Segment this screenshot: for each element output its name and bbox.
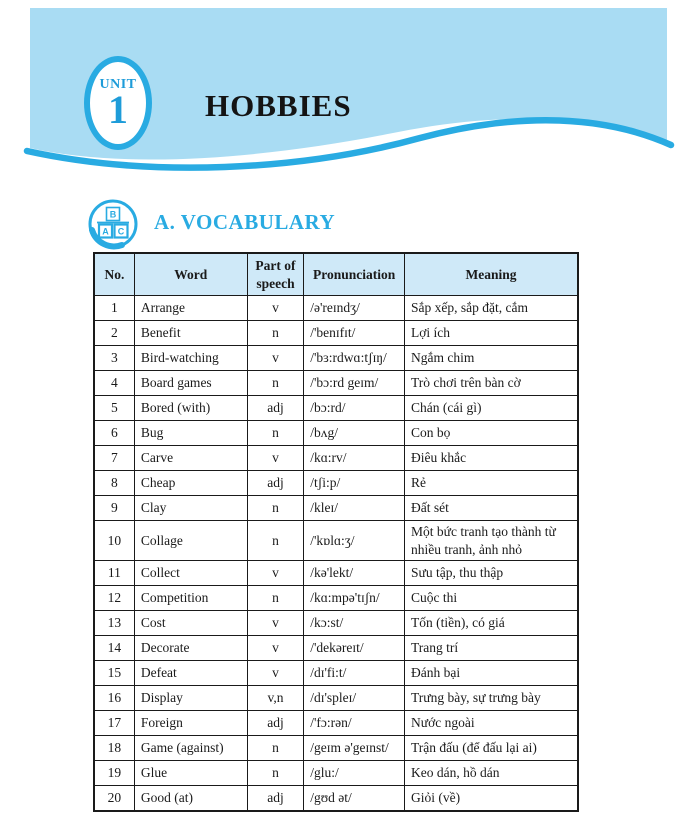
cell-no: 12 [94, 586, 134, 611]
table-row [94, 786, 578, 812]
cell-word: Board games [134, 371, 247, 396]
vocab-table-body [94, 296, 578, 812]
cell-pronunciation: /kə'lekt/ [304, 561, 405, 586]
cell-pos: adj [247, 471, 303, 496]
table-header-row [94, 253, 578, 296]
cell-pronunciation: /tʃi:p/ [304, 471, 405, 496]
table-row [94, 661, 578, 686]
cell-pos: n [247, 586, 303, 611]
cell-pos: n [247, 421, 303, 446]
cell-no: 1 [94, 296, 134, 321]
cell-no: 8 [94, 471, 134, 496]
table-row [94, 521, 578, 561]
cell-no: 13 [94, 611, 134, 636]
cell-no: 17 [94, 711, 134, 736]
block-letter-b: B [109, 209, 117, 220]
cell-meaning: Trận đấu (để đấu lại ai) [405, 736, 578, 761]
cell-meaning: Cuộc thi [405, 586, 578, 611]
cell-pos: n [247, 496, 303, 521]
cell-meaning: Tốn (tiền), có giá [405, 611, 578, 636]
cell-pos: n [247, 761, 303, 786]
cell-no: 20 [94, 786, 134, 812]
vocabulary-table [93, 252, 579, 812]
column-header-pronunciation: Pronunciation [304, 253, 405, 296]
cell-word: Bug [134, 421, 247, 446]
cell-pos: adj [247, 396, 303, 421]
cell-pos: v [247, 446, 303, 471]
cell-pos: v [247, 296, 303, 321]
table-row [94, 471, 578, 496]
cell-pos: n [247, 371, 303, 396]
page-title: HOBBIES [205, 88, 352, 123]
cell-word: Decorate [134, 636, 247, 661]
cell-word: Bird-watching [134, 346, 247, 371]
cell-no: 2 [94, 321, 134, 346]
cell-meaning: Trưng bày, sự trưng bày [405, 686, 578, 711]
cell-meaning: Sưu tập, thu thập [405, 561, 578, 586]
cell-pronunciation: /kɔ:st/ [304, 611, 405, 636]
table-row [94, 396, 578, 421]
cell-pronunciation: /glu:/ [304, 761, 405, 786]
cell-no: 15 [94, 661, 134, 686]
cell-word: Display [134, 686, 247, 711]
cell-pos: v [247, 636, 303, 661]
cell-no: 6 [94, 421, 134, 446]
cell-meaning: Trò chơi trên bàn cờ [405, 371, 578, 396]
cell-pronunciation: /gʊd ət/ [304, 786, 405, 812]
cell-pronunciation: /geɪm ə'geɪnst/ [304, 736, 405, 761]
table-row [94, 686, 578, 711]
cell-word: Benefit [134, 321, 247, 346]
section-title: A. VOCABULARY [154, 209, 336, 234]
cell-no: 5 [94, 396, 134, 421]
cell-meaning: Trang trí [405, 636, 578, 661]
table-row [94, 446, 578, 471]
table-row [94, 636, 578, 661]
table-row [94, 586, 578, 611]
table-row [94, 296, 578, 321]
cell-word: Collect [134, 561, 247, 586]
cell-word: Cost [134, 611, 247, 636]
cell-meaning: Keo dán, hồ dán [405, 761, 578, 786]
cell-pronunciation: /'fɔ:rən/ [304, 711, 405, 736]
cell-word: Cheap [134, 471, 247, 496]
cell-pronunciation: /kɑ:mpə'tɪʃn/ [304, 586, 405, 611]
column-header-pos: Part of speech [247, 253, 303, 296]
cell-no: 3 [94, 346, 134, 371]
cell-word: Good (at) [134, 786, 247, 812]
cell-pos: n [247, 321, 303, 346]
cell-pronunciation: /bʌg/ [304, 421, 405, 446]
table-row [94, 496, 578, 521]
cell-word: Carve [134, 446, 247, 471]
cell-pos: adj [247, 786, 303, 812]
unit-label: UNIT [99, 77, 137, 92]
column-header-meaning: Meaning [405, 253, 578, 296]
cell-pos: v,n [247, 686, 303, 711]
cell-pos: v [247, 661, 303, 686]
cell-pronunciation: /bɔ:rd/ [304, 396, 405, 421]
table-row [94, 761, 578, 786]
cell-no: 18 [94, 736, 134, 761]
table-row [94, 561, 578, 586]
cell-no: 4 [94, 371, 134, 396]
block-letter-a: A [102, 226, 109, 237]
cell-meaning: Đánh bại [405, 661, 578, 686]
block-letter-c: C [117, 226, 125, 237]
cell-meaning: Ngắm chim [405, 346, 578, 371]
table-row [94, 611, 578, 636]
cell-pronunciation: /'kɒlɑ:ʒ/ [304, 521, 405, 561]
column-header-word: Word [134, 253, 247, 296]
cell-meaning: Con bọ [405, 421, 578, 446]
cell-meaning: Điêu khắc [405, 446, 578, 471]
cell-word: Foreign [134, 711, 247, 736]
cell-word: Clay [134, 496, 247, 521]
cell-pos: v [247, 561, 303, 586]
cell-pos: v [247, 346, 303, 371]
cell-pronunciation: /'bɜ:rdwɑ:tʃɪŋ/ [304, 346, 405, 371]
cell-no: 11 [94, 561, 134, 586]
cell-word: Arrange [134, 296, 247, 321]
cell-meaning: Giỏi (về) [405, 786, 578, 812]
table-row [94, 711, 578, 736]
cell-word: Glue [134, 761, 247, 786]
cell-word: Competition [134, 586, 247, 611]
cell-meaning: Một bức tranh tạo thành từ nhiều tranh, ảnh nhỏ [405, 521, 578, 561]
table-row [94, 346, 578, 371]
cell-meaning: Sắp xếp, sắp đặt, cắm [405, 296, 578, 321]
cell-pronunciation: /kɑ:rv/ [304, 446, 405, 471]
cell-pronunciation: /'benɪfɪt/ [304, 321, 405, 346]
cell-no: 16 [94, 686, 134, 711]
cell-pos: n [247, 736, 303, 761]
cell-pronunciation: /'dekəreɪt/ [304, 636, 405, 661]
vocabulary-section-header [86, 198, 335, 250]
unit-number: 1 [108, 87, 128, 132]
unit-number-badge [84, 56, 152, 150]
cell-meaning: Đất sét [405, 496, 578, 521]
cell-meaning: Nước ngoài [405, 711, 578, 736]
cell-pronunciation: /'bɔ:rd geɪm/ [304, 371, 405, 396]
cell-pronunciation: /dɪ'spleɪ/ [304, 686, 405, 711]
cell-word: Bored (with) [134, 396, 247, 421]
cell-meaning: Rẻ [405, 471, 578, 496]
cell-word: Defeat [134, 661, 247, 686]
table-row [94, 736, 578, 761]
cell-word: Collage [134, 521, 247, 561]
cell-no: 9 [94, 496, 134, 521]
cell-pos: n [247, 521, 303, 561]
cell-pronunciation: /kleɪ/ [304, 496, 405, 521]
cell-meaning: Chán (cái gì) [405, 396, 578, 421]
cell-pronunciation: /dɪ'fi:t/ [304, 661, 405, 686]
table-row [94, 421, 578, 446]
cell-no: 7 [94, 446, 134, 471]
cell-meaning: Lợi ích [405, 321, 578, 346]
cell-no: 10 [94, 521, 134, 561]
table-row [94, 371, 578, 396]
cell-no: 14 [94, 636, 134, 661]
cell-no: 19 [94, 761, 134, 786]
table-row [94, 321, 578, 346]
cell-pos: v [247, 611, 303, 636]
cell-pos: adj [247, 711, 303, 736]
column-header-no: No. [94, 253, 134, 296]
abc-blocks-icon [86, 198, 140, 250]
cell-pronunciation: /ə'reɪndʒ/ [304, 296, 405, 321]
cell-word: Game (against) [134, 736, 247, 761]
